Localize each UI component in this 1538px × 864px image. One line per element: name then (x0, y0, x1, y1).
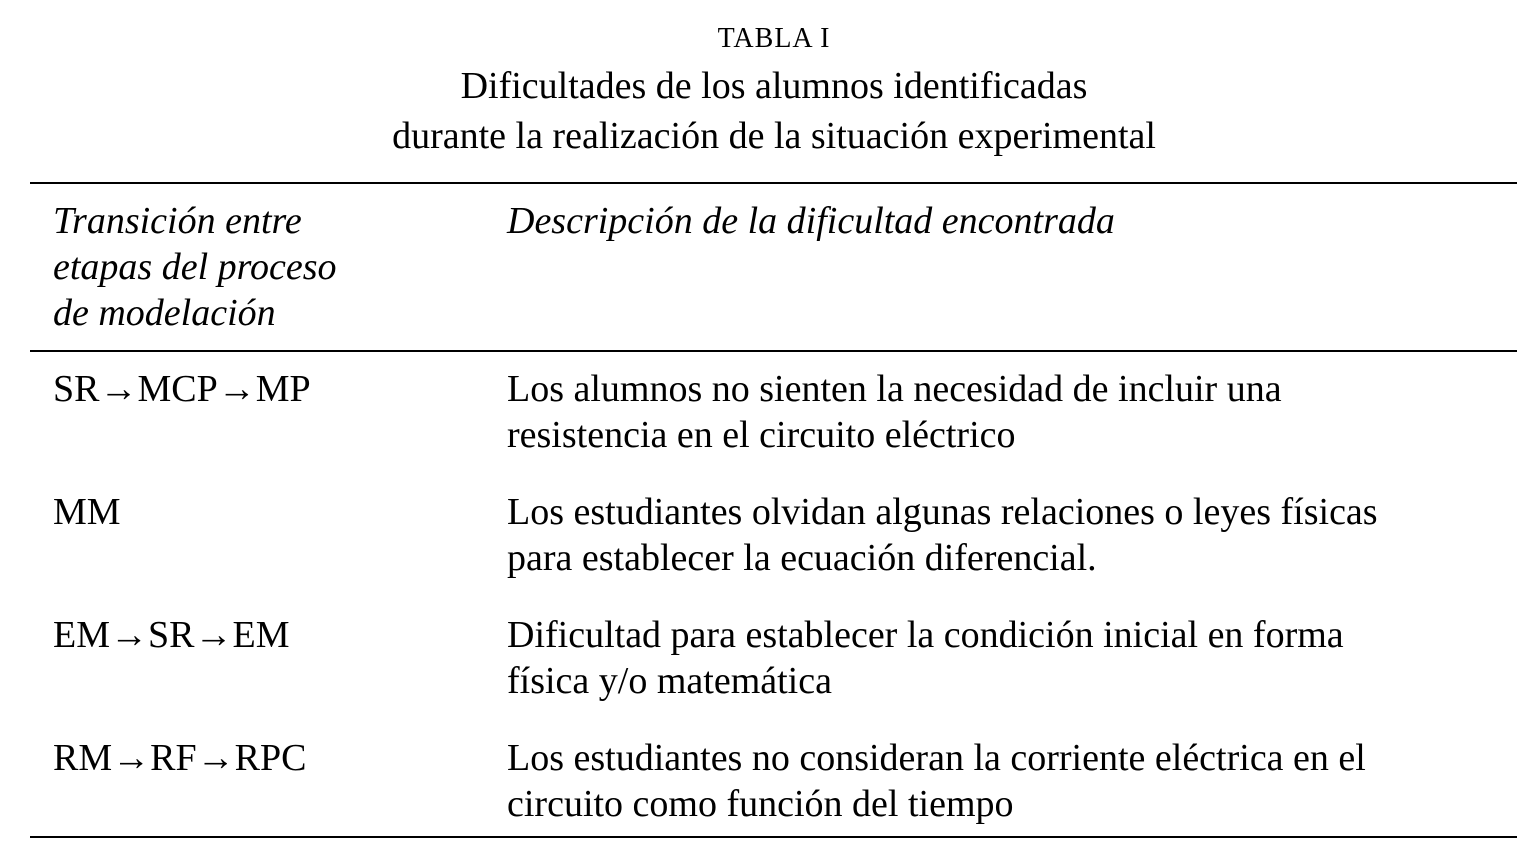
stage-cell: MM (53, 491, 121, 533)
stage-cell: RM→RF→RPC (53, 737, 307, 779)
description-cell (507, 735, 1507, 827)
header-description: Descripción de la dificultad encontrada (507, 200, 1115, 242)
stage-cell: SR→MCP→MP (53, 368, 311, 410)
bottom-rule (30, 836, 1517, 838)
table-title-line: Dificultades de los alumnos identificadas (460, 65, 1088, 107)
description-line: para establecer la ecuación diferencial. (507, 537, 1097, 579)
description-line: Los alumnos no sienten la necesidad de incluir una (507, 368, 1282, 410)
table-row (0, 366, 1538, 489)
header-stage-transition (53, 198, 473, 336)
description-line: Dificultad para establecer la condición inicial en forma (507, 614, 1344, 656)
header-line: de modelación (53, 292, 276, 334)
description-cell (507, 489, 1507, 581)
description-line: Los estudiantes olvidan algunas relaciones o leyes físicas (507, 491, 1378, 533)
table-body (0, 366, 1538, 858)
top-rule (30, 182, 1517, 184)
description-line: física y/o matemática (507, 660, 832, 702)
description-line: Los estudiantes no consideran la corriente eléctrica en el (507, 737, 1366, 779)
description-line: resistencia en el circuito eléctrico (507, 414, 1016, 456)
table-row (0, 612, 1538, 735)
description-cell (507, 366, 1507, 458)
table-row (0, 489, 1538, 612)
description-line: circuito como función del tiempo (507, 783, 1014, 825)
header-rule (30, 350, 1517, 352)
header-line: etapas del proceso (53, 246, 337, 288)
table-label: TABLA I (717, 23, 831, 54)
table-title (0, 61, 1538, 161)
table-row (0, 735, 1538, 858)
description-cell (507, 612, 1507, 704)
stage-cell: EM→SR→EM (53, 614, 290, 656)
table-title-line: durante la realización de la situación experimental (392, 115, 1156, 157)
header-line: Transición entre (53, 200, 302, 242)
